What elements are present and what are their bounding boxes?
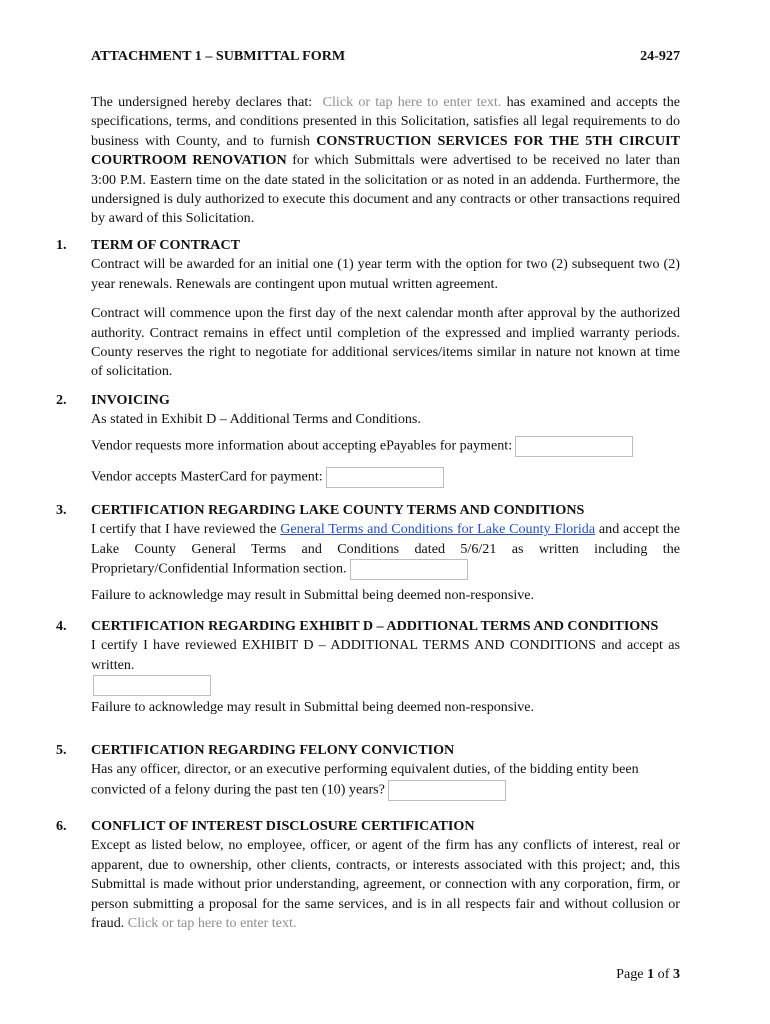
conflict-paragraph: Except as listed below, no employee, officer, or agent of the firm has any conflicts of interest, real or apparent, due to ownership, other clients, contracts, or interests associated with this project; and, this Submittal is made without prior understanding, agreement, or connection with any corporation, firm, or person submitting a proposal for the same services, and is in all respects fair and without collusion or fraud. Click or tap here to enter text. xyxy=(91,837,680,932)
section-title: CERTIFICATION REGARDING FELONY CONVICTION xyxy=(91,742,455,758)
commencement-paragraph: Contract will commence upon the first day of the next calendar month after approval by the authorized authority. Contract remains in effect until completion of the expressed and implied warranty periods. County reserves the right to negotiate for additional services/items similar in nature not known at time of solicitation. xyxy=(91,305,680,380)
form-header xyxy=(91,47,680,67)
section-title: INVOICING xyxy=(91,392,170,408)
nonresponsive-warning: Failure to acknowledge may result in Submittal being deemed non-responsive. xyxy=(91,587,535,604)
bidder-name-input[interactable]: Click or tap here to enter text. xyxy=(322,94,502,110)
section-title: TERM OF CONTRACT xyxy=(91,237,241,253)
declaration-text-continued: for which Submittals were advertised to be received no later than 3:00 P.M. Eastern time on the date stated in the solicitation or as noted in an addenda. Furthermore, the undersigned is duly authorized to execute this document and any contracts or other transactions required by award of this Solicitation. xyxy=(91,152,680,227)
mastercard-question: Vendor accepts MasterCard for payment: xyxy=(91,467,680,488)
section-number: 1. xyxy=(56,237,67,253)
lake-county-certification: I certify that I have reviewed the General Terms and Conditions for Lake County Florida and accept the Lake County General Terms and Conditions dated 5/6/21 as written including the Proprietary/Confidential Information section. xyxy=(91,520,680,580)
project-name: CONSTRUCTION SERVICES FOR THE 5TH CIRCUIT COURTROOM RENOVATION xyxy=(91,132,680,169)
mastercard-input[interactable] xyxy=(326,467,444,488)
epayables-question: Vendor requests more information about accepting ePayables for payment: xyxy=(91,436,680,457)
invoicing-paragraph: As stated in Exhibit D – Additional Terms and Conditions. xyxy=(91,411,421,428)
section-felony-conviction xyxy=(56,741,680,801)
page-footer xyxy=(616,965,680,984)
section-number: 4. xyxy=(56,618,67,634)
section-number: 2. xyxy=(56,392,67,408)
epayables-input[interactable] xyxy=(515,436,633,457)
felony-question: Has any officer, director, or an executive performing equivalent duties, of the bidding entity been convicted of a felony during the past ten (10) years? xyxy=(91,760,680,800)
solicitation-number: 24-927 xyxy=(640,48,680,64)
conflict-disclosure-input[interactable]: Click or tap here to enter text. xyxy=(127,915,297,932)
general-terms-link[interactable]: General Terms and Conditions for Lake County Florida xyxy=(280,521,596,538)
form-title: ATTACHMENT 1 – SUBMITTAL FORM xyxy=(91,48,346,64)
declaration-lead: The undersigned hereby declares that: xyxy=(91,94,313,110)
section-invoicing xyxy=(56,391,680,488)
lake-county-acknowledge-input[interactable] xyxy=(350,559,468,580)
section-term-of-contract xyxy=(56,236,680,382)
section-exhibit-d xyxy=(56,617,680,718)
felony-input[interactable] xyxy=(388,780,506,801)
total-pages: 3 xyxy=(672,966,680,982)
section-title: CONFLICT OF INTEREST DISCLOSURE CERTIFICATION xyxy=(91,818,475,834)
page-label: Page xyxy=(616,966,644,982)
exhibit-d-certification: I certify I have reviewed EXHIBIT D – ADDITIONAL TERMS AND CONDITIONS and accept as written. xyxy=(91,637,680,673)
declaration-text: has examined and accepts the specifications, terms, and conditions presented in this Solicitation, satisfies all legal requirements to do business with County, and to furnish xyxy=(91,94,681,149)
current-page: 1 xyxy=(647,966,655,982)
of-label: of xyxy=(657,966,670,982)
section-conflict-of-interest xyxy=(56,817,680,933)
section-title: CERTIFICATION REGARDING LAKE COUNTY TERMS AND CONDITIONS xyxy=(91,502,585,518)
section-number: 6. xyxy=(56,818,67,834)
section-title: CERTIFICATION REGARDING EXHIBIT D – ADDITIONAL TERMS AND CONDITIONS xyxy=(91,618,659,634)
exhibit-d-acknowledge-input[interactable] xyxy=(93,675,211,696)
declaration-paragraph xyxy=(91,93,680,229)
nonresponsive-warning: Failure to acknowledge may result in Submittal being deemed non-responsive. xyxy=(91,699,535,716)
section-number: 5. xyxy=(56,742,67,758)
term-paragraph: Contract will be awarded for an initial one (1) year term with the option for two (2) subsequent two (2) year renewals. Renewals are contingent upon mutual written agreement. xyxy=(91,256,680,292)
section-number: 3. xyxy=(56,502,67,518)
section-lake-county-terms xyxy=(56,501,680,606)
